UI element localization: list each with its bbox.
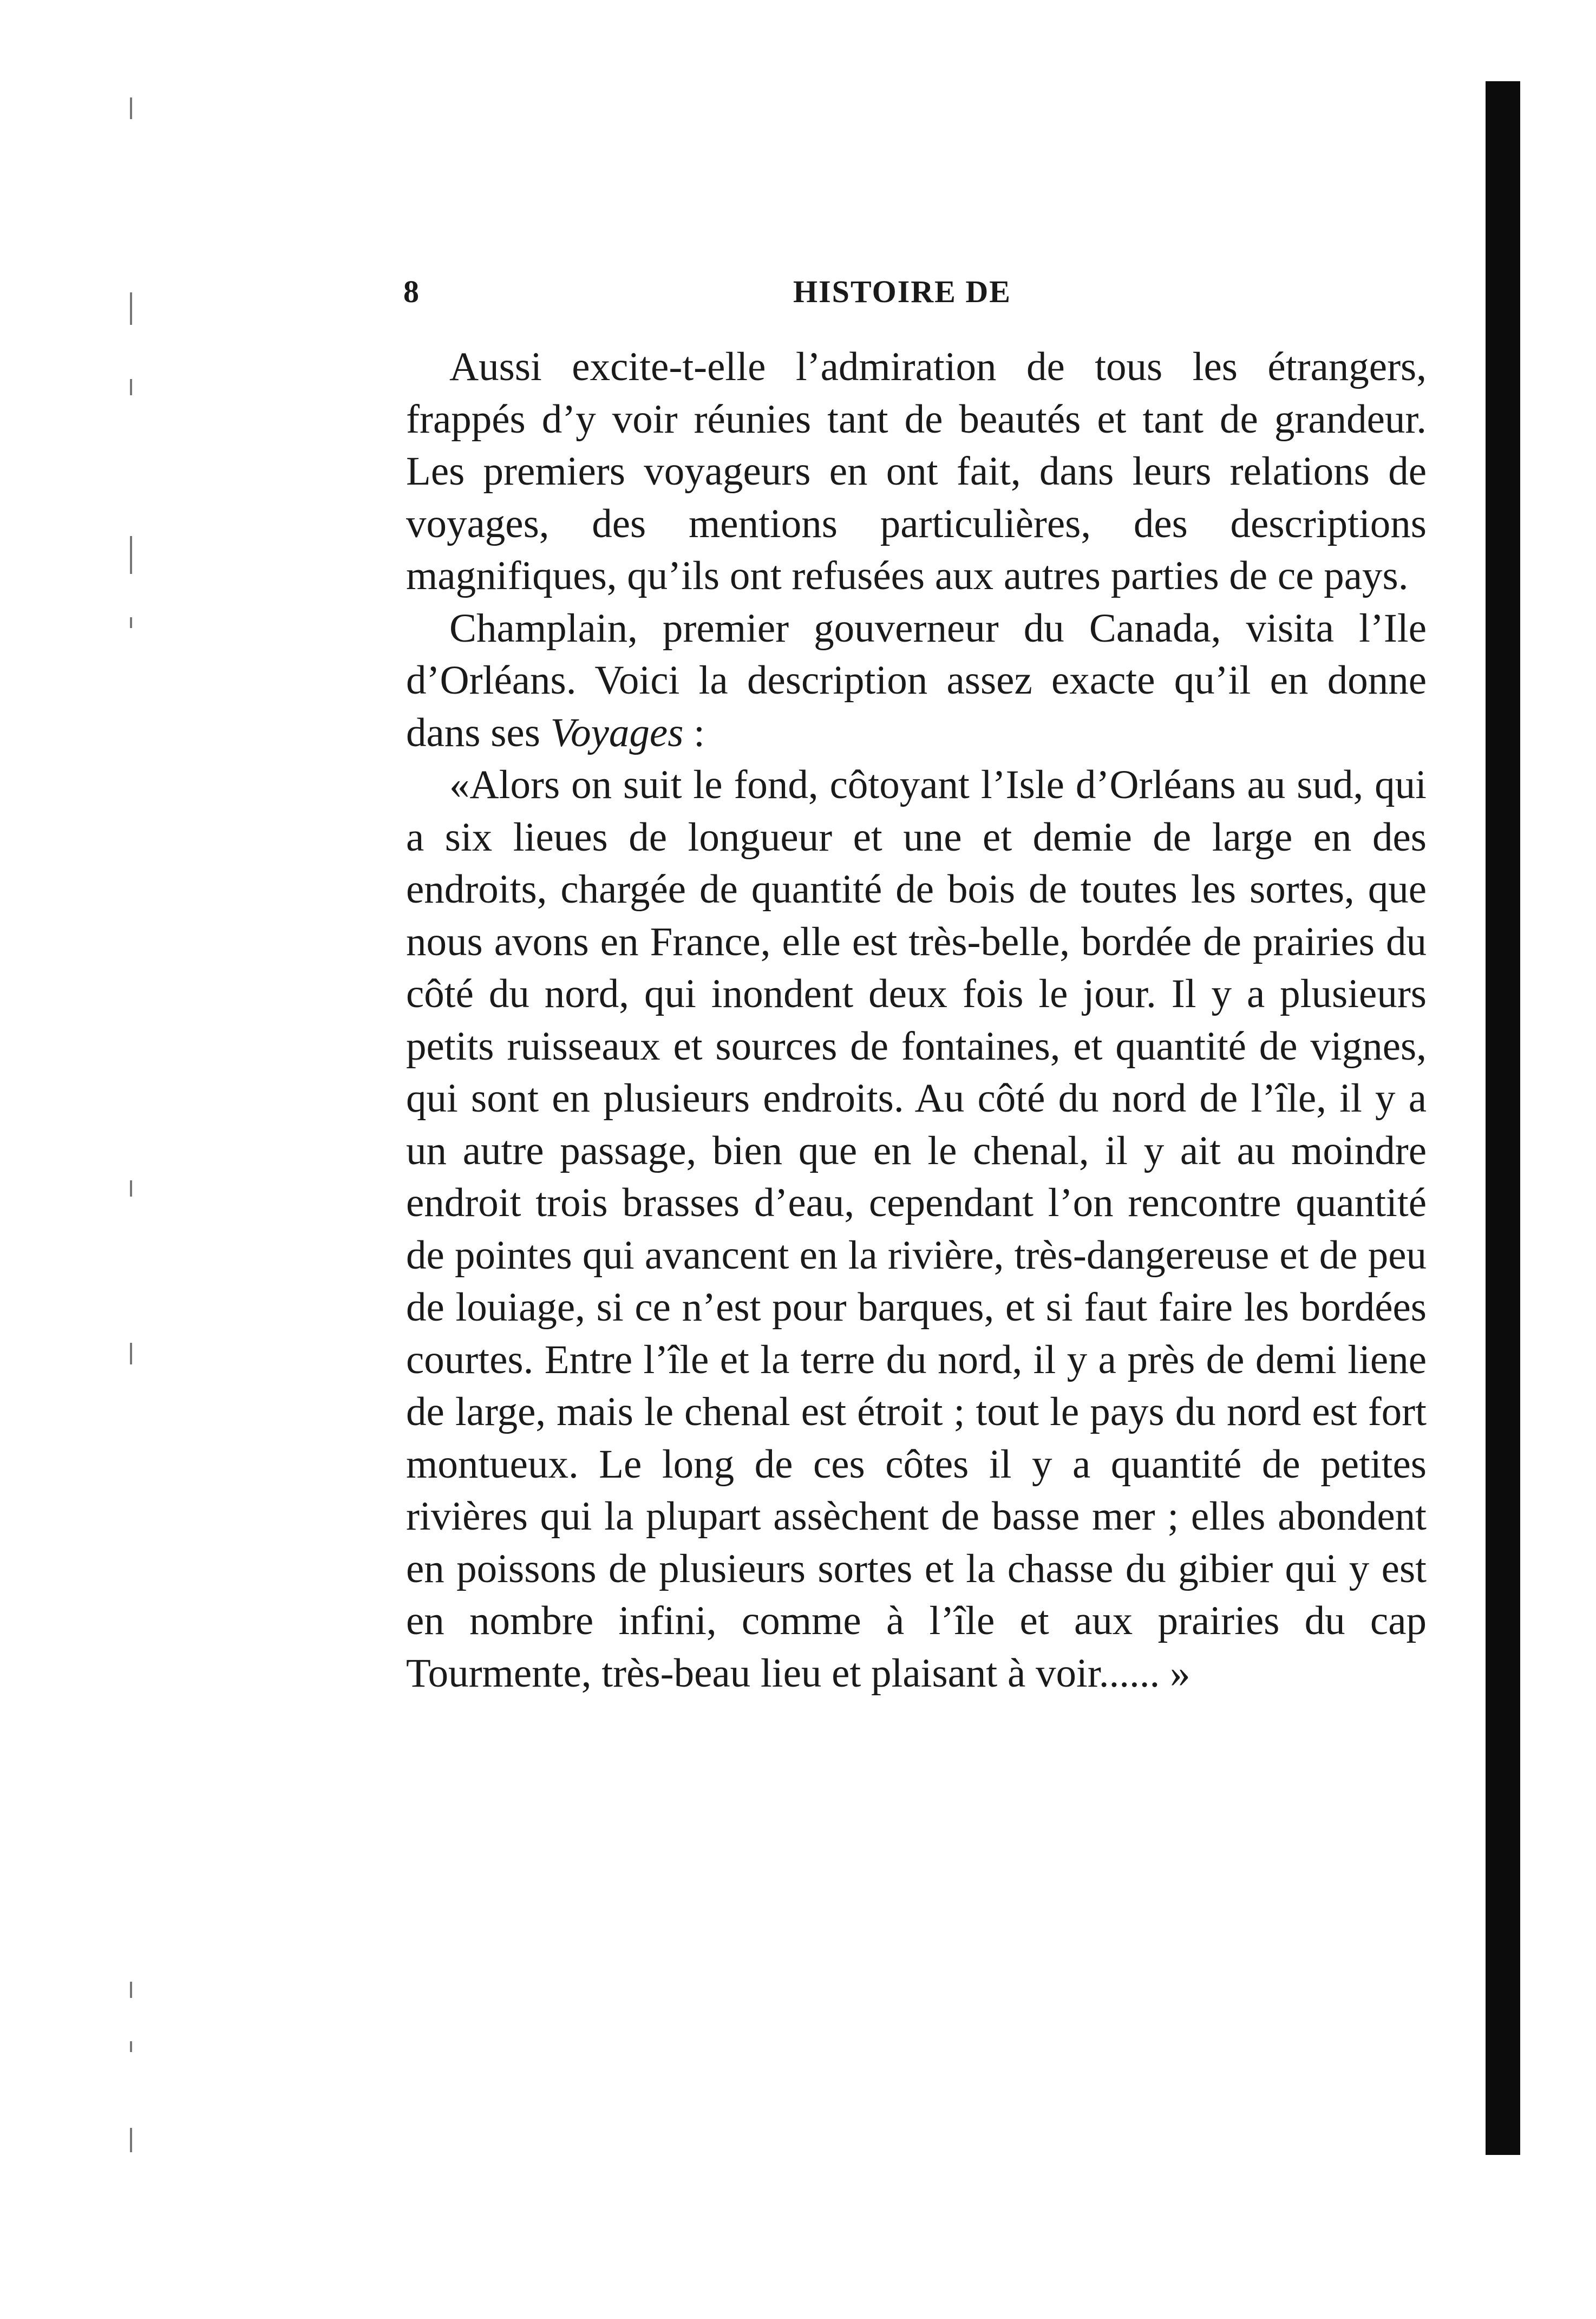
margin-speck — [130, 1343, 132, 1364]
running-head: HISTOIRE DE — [793, 274, 1011, 309]
margin-speck — [130, 536, 132, 574]
margin-speck — [130, 2128, 132, 2152]
margin-speck — [130, 1982, 132, 1998]
quoted-passage: «Alors on suit le fond, côtoyant l’Isle d’Orléans au sud, qui a six lieues de longueur et une et demie de large en des endroits, chargée de quantité de bois de toutes les sortes, que nous avons en France, elle est très-belle, bordée de prairies du côté du nord, qui inondent deux fois le jour. Il y a plusieurs petits ruisseaux et sources de fontaines, et quantité de vignes, qui sont en plusieurs endroits. Au côté du nord de l’île, il y a un autre passage, bien que en le chenal, il y ait au moindre endroit trois brasses d’eau, cependant l’on rencontre quantité de pointes qui avancent en la rivière, très-dangereuse et de peu de louiage, si ce n’est pour barques, et si faut faire les bordées courtes. Entre l’île et la terre du nord, il y a près de demi liene de large, mais le chenal est étroit ; tout le pays du nord est fort montueux. Le long de ces côtes il y a quantité de petites rivières qui la plupart assèchent de basse mer ; elles abondent en poissons de plusieurs sortes et la chasse du gibier qui y est en nombre infini, comme à l’île et aux prairies du cap Tourmente, très-beau lieu et plaisant à voir...... » — [406, 762, 1427, 1696]
scan-dark-edge — [1486, 81, 1520, 2155]
paragraph — [406, 603, 1427, 760]
page-header — [403, 273, 1432, 322]
margin-speck — [130, 379, 132, 395]
margin-speck — [130, 617, 132, 628]
body-text — [406, 341, 1427, 1700]
margin-speck — [130, 2041, 132, 2052]
scan-margin-specks — [122, 76, 143, 2296]
margin-speck — [130, 1180, 132, 1197]
paragraph-lead: Champlain, premier gouverneur du Canada, visita l’Ile d’Orléans. Voici la description assez exacte qu’il en donne dans ses — [406, 605, 1427, 755]
margin-speck — [130, 292, 132, 325]
work-title: Voyages — [550, 710, 684, 755]
page-number: 8 — [403, 274, 420, 309]
paragraph: Aussi excite-t-elle l’admiration de tous les étrangers, frappés d’y voir réunies tant de beautés et tant de grandeur. Les premiers voyageurs en ont fait, dans leurs relations de voyages, des mentions particulières, des descriptions magnifiques, qu’ils ont refusées aux autres parties de ce pays. — [406, 344, 1427, 598]
paragraph-tail: : — [683, 710, 705, 755]
margin-speck — [130, 97, 132, 119]
